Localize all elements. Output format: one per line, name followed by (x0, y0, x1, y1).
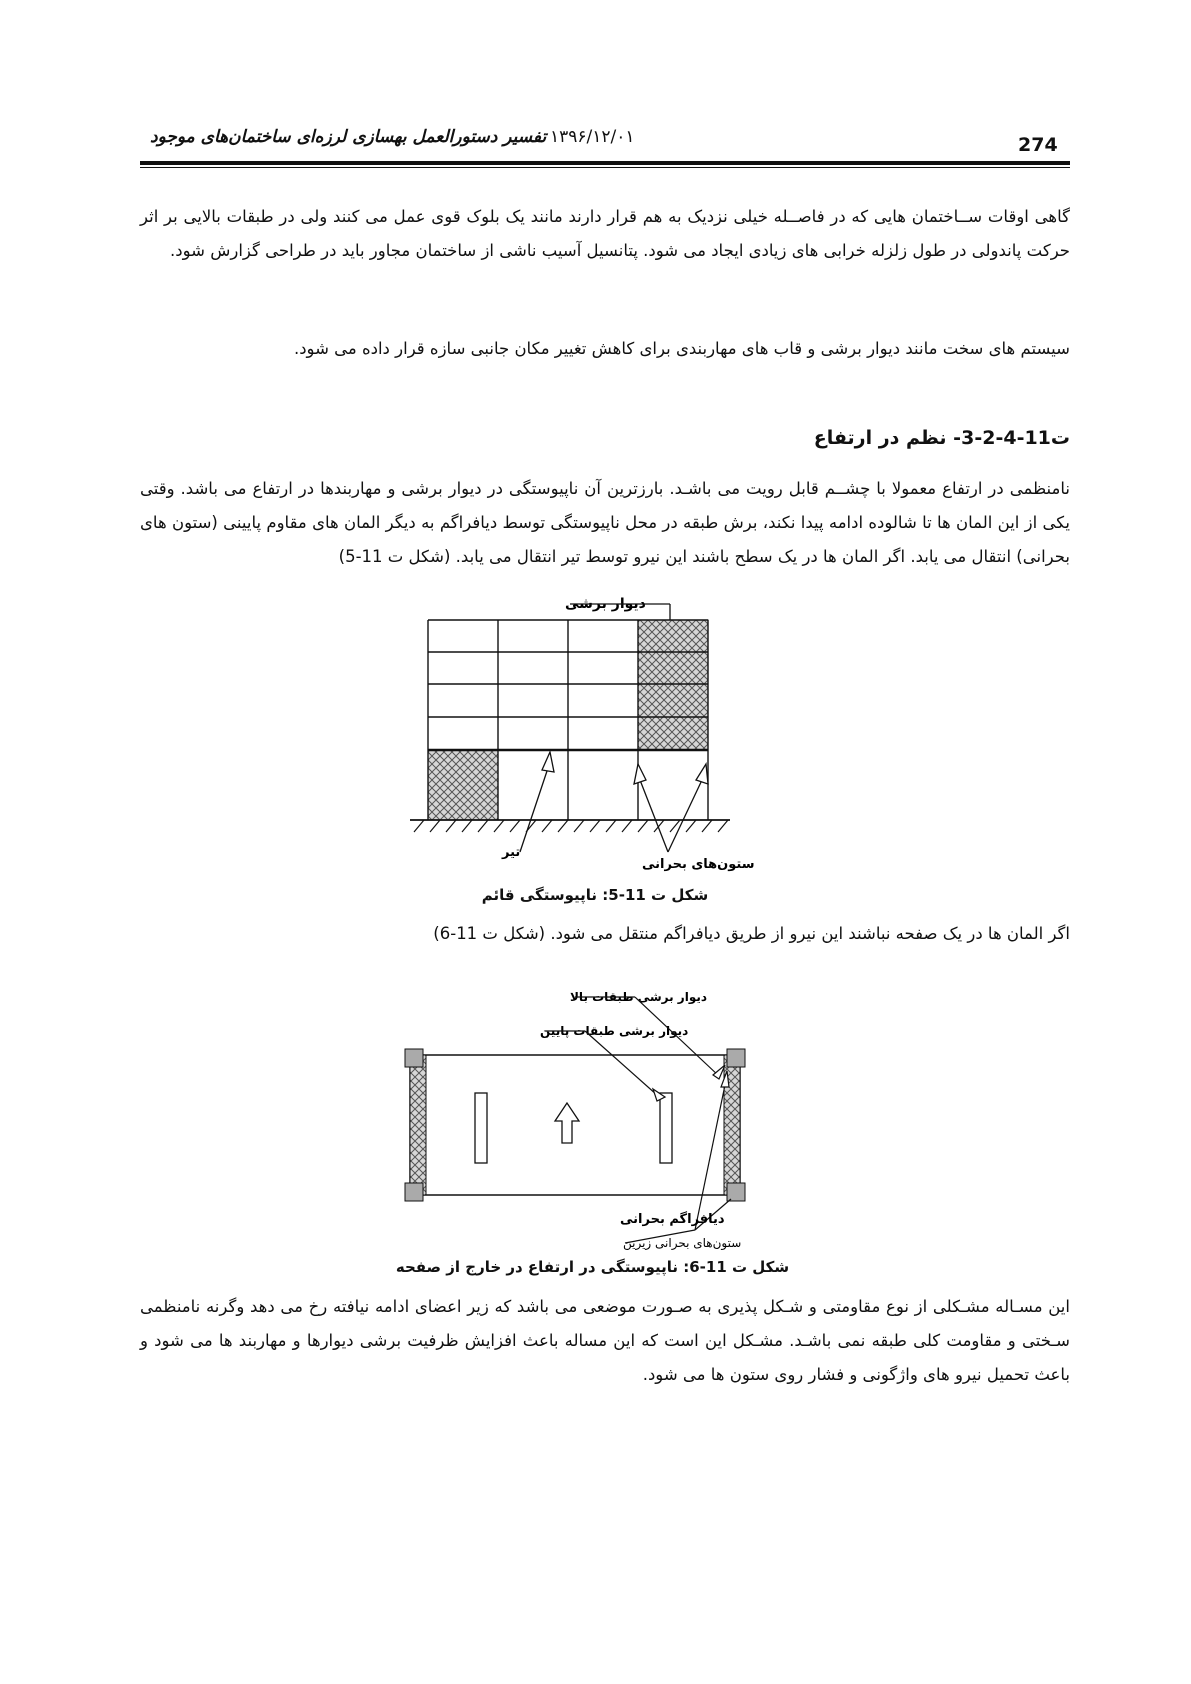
label-critical-diaphragm: دیافراگم بحرانی (620, 1212, 725, 1227)
arrow-critical-columns (634, 764, 708, 852)
header-rule-thin (140, 167, 1070, 168)
figure-out-of-plane-discontinuity (395, 985, 790, 1260)
corner-column (405, 1049, 423, 1067)
label-lower-wall: دیوار برشی طبقات پایین (540, 1024, 689, 1038)
label-beam: تیر (502, 845, 521, 860)
label-shear-wall: دیوار برشی (565, 596, 646, 612)
label-lower-critical-columns: ستون‌های بحرانی زیرین (623, 1236, 742, 1250)
lower-wall-left (475, 1093, 487, 1163)
section-heading: ت11-4-2-3- نظم در ارتفاع (813, 427, 1070, 449)
corner-column (727, 1183, 745, 1201)
label-critical-columns: ستون‌های بحرانی (642, 857, 755, 872)
paragraph-rigid-systems: سیستم های سخت مانند دیوار برشی و قاب های مهاربندی برای کاهش تغییر مکان جانبی سازه قرار داده می شود. (293, 339, 1070, 358)
figure1-caption: شکل ت 11-5: ناپیوستگی قائم (481, 886, 709, 904)
shear-wall-ground (428, 750, 498, 820)
paragraph-vertical-irregularity: نامنظمی در ارتفاع معمولا با چشــم قابل رویت می باشـد. بارزترین آن ناپیوستگی در دیوار برشی و مهاربندها در ارتفاع می باشد. وقتی یکی از این المان ها تا شالوده ادامه پیدا نکند، برش طبقه در محل ناپیوستگی توسط دیافراگم به دیگر المان های مقاوم پایینی (ستون های بحرانی) انتقال می یابد. اگر المان ها در یک سطح باشند این نیرو توسط تیر انتقال می یابد. (شکل ت 11-5) (140, 479, 1070, 566)
figure-vertical-discontinuity (400, 580, 790, 880)
diaphragm-outline (410, 1055, 740, 1195)
header-rule-thick (140, 161, 1070, 165)
shear-wall-upper (638, 620, 708, 750)
paragraph-local-problem: این مسـاله مشـکلی از نوع مقاومتی و شـکل پذیری به صـورت موضعی می باشد که زیر اعضای ادامه نیافته رخ می دهد وگرنه نامنظمی سـختی و مقاومت کلی طبقه نمی باشـد. مشـکل این است که این مساله باعث افزایش ظرفیت برشی دیوارها و مهاربند ها می شود و باعث تحمیل نیرو های واژگونی و فشار روی ستون ها می شود. (140, 1297, 1070, 1384)
page-number: 274 (1018, 134, 1058, 156)
label-upper-wall: دیوار برشی طبقات بالا (570, 990, 708, 1004)
corner-column (727, 1049, 745, 1067)
upper-wall-left (410, 1055, 426, 1195)
arrow-beam (520, 752, 554, 852)
paragraph-adjacent-buildings: گاهی اوقات ســاختمان هایی که در فاصــله خیلی نزدیک به هم قرار دارند مانند یک بلوک قوی عمل می کنند ولی در طبقات بالایی بر اثر حرکت پاندولی در طول زلزله خرابی های زیادی ایجاد می شود. پتانسیل آسیب ناشی از ساختمان مجاور باید در طراحی گزارش شود. (140, 207, 1070, 260)
force-direction-arrow (555, 1103, 579, 1143)
figure2-caption: شکل ت 11-6: ناپیوستگی در ارتفاع در خارج از صفحه (395, 1258, 790, 1276)
running-header-title: تفسیر دستورالعمل بهسازی لرزه‌ای ساختمان‌های موجود (150, 127, 547, 147)
paragraph-out-of-plane: اگر المان ها در یک صفحه نباشند این نیرو از طریق دیافراگم منتقل می شود. (شکل ت 11-6) (433, 924, 1070, 943)
corner-column (405, 1183, 423, 1201)
running-header-date: ۱۳۹۶/۱۲/۰۱ (550, 127, 635, 147)
lower-wall-right (660, 1093, 672, 1163)
